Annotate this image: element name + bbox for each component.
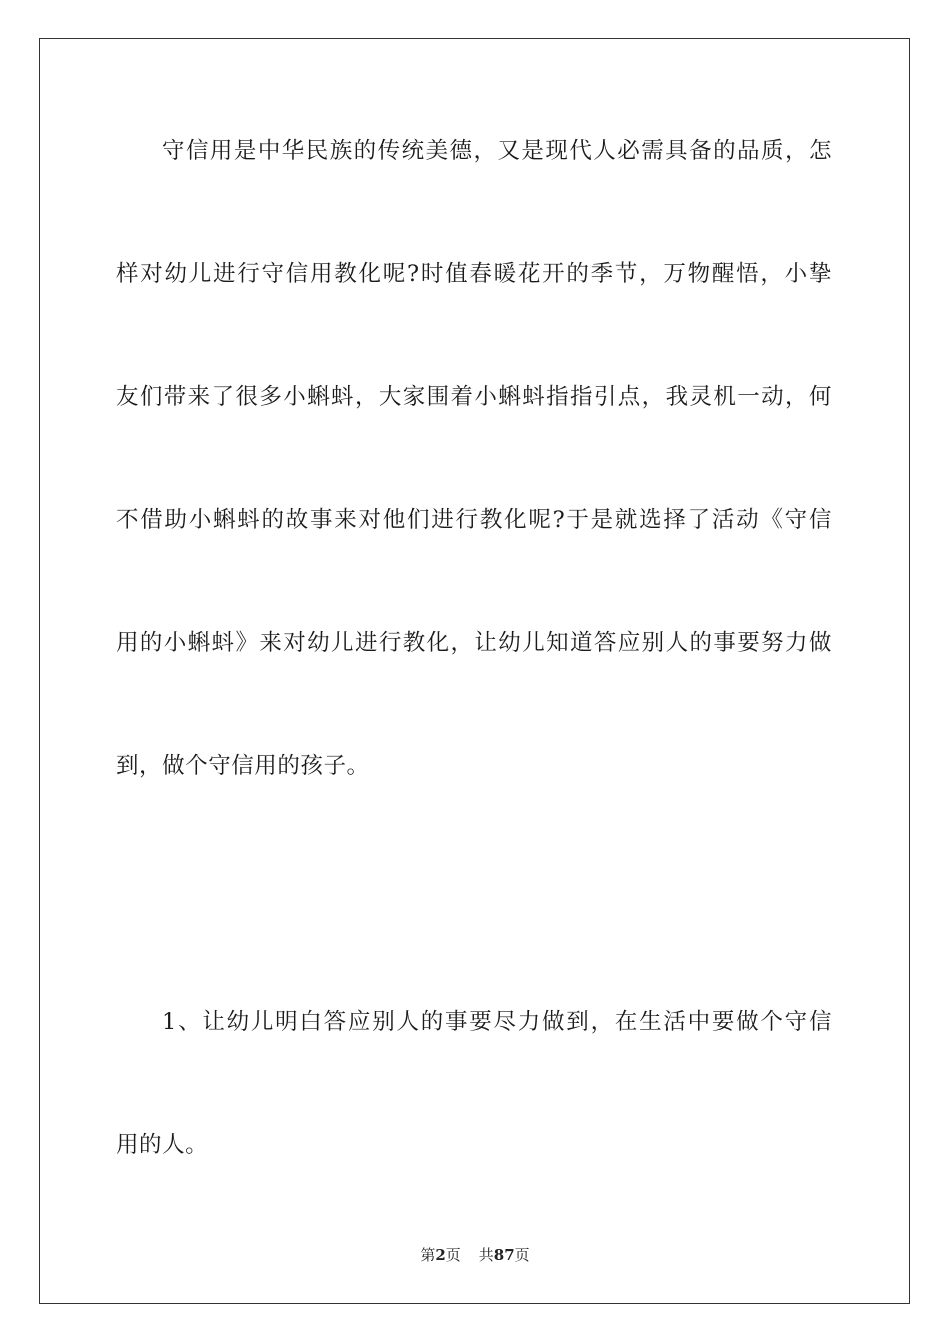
page-number: 2 bbox=[435, 1246, 446, 1264]
text-line: 不借助小蝌蚪的故事来对他们进行教化呢?于是就选择了活动《守信 bbox=[116, 507, 832, 533]
text-line: 用的人。 bbox=[116, 1132, 209, 1158]
text-line: 1、让幼儿明白答应别人的事要尽力做到，在生活中要做个守信 bbox=[162, 1009, 832, 1035]
page-prefix: 第 bbox=[420, 1246, 436, 1264]
page-footer bbox=[0, 1244, 950, 1265]
text-line: 样对幼儿进行守信用教化呢?时值春暖花开的季节，万物醒悟，小挚 bbox=[116, 261, 832, 287]
page-border bbox=[39, 38, 910, 1304]
text-line: 用的小蝌蚪》来对幼儿进行教化，让幼儿知道答应别人的事要努力做 bbox=[116, 630, 832, 656]
total-prefix: 共 bbox=[478, 1246, 494, 1264]
text-line: 守信用是中华民族的传统美德，又是现代人必需具备的品质，怎 bbox=[162, 138, 832, 164]
page-suffix: 页 bbox=[445, 1246, 461, 1264]
text-line: 到，做个守信用的孩子。 bbox=[116, 753, 370, 779]
total-pages: 87 bbox=[493, 1246, 515, 1264]
text-line: 友们带来了很多小蝌蚪，大家围着小蝌蚪指指引点，我灵机一动，何 bbox=[116, 384, 832, 410]
total-suffix: 页 bbox=[514, 1246, 530, 1264]
